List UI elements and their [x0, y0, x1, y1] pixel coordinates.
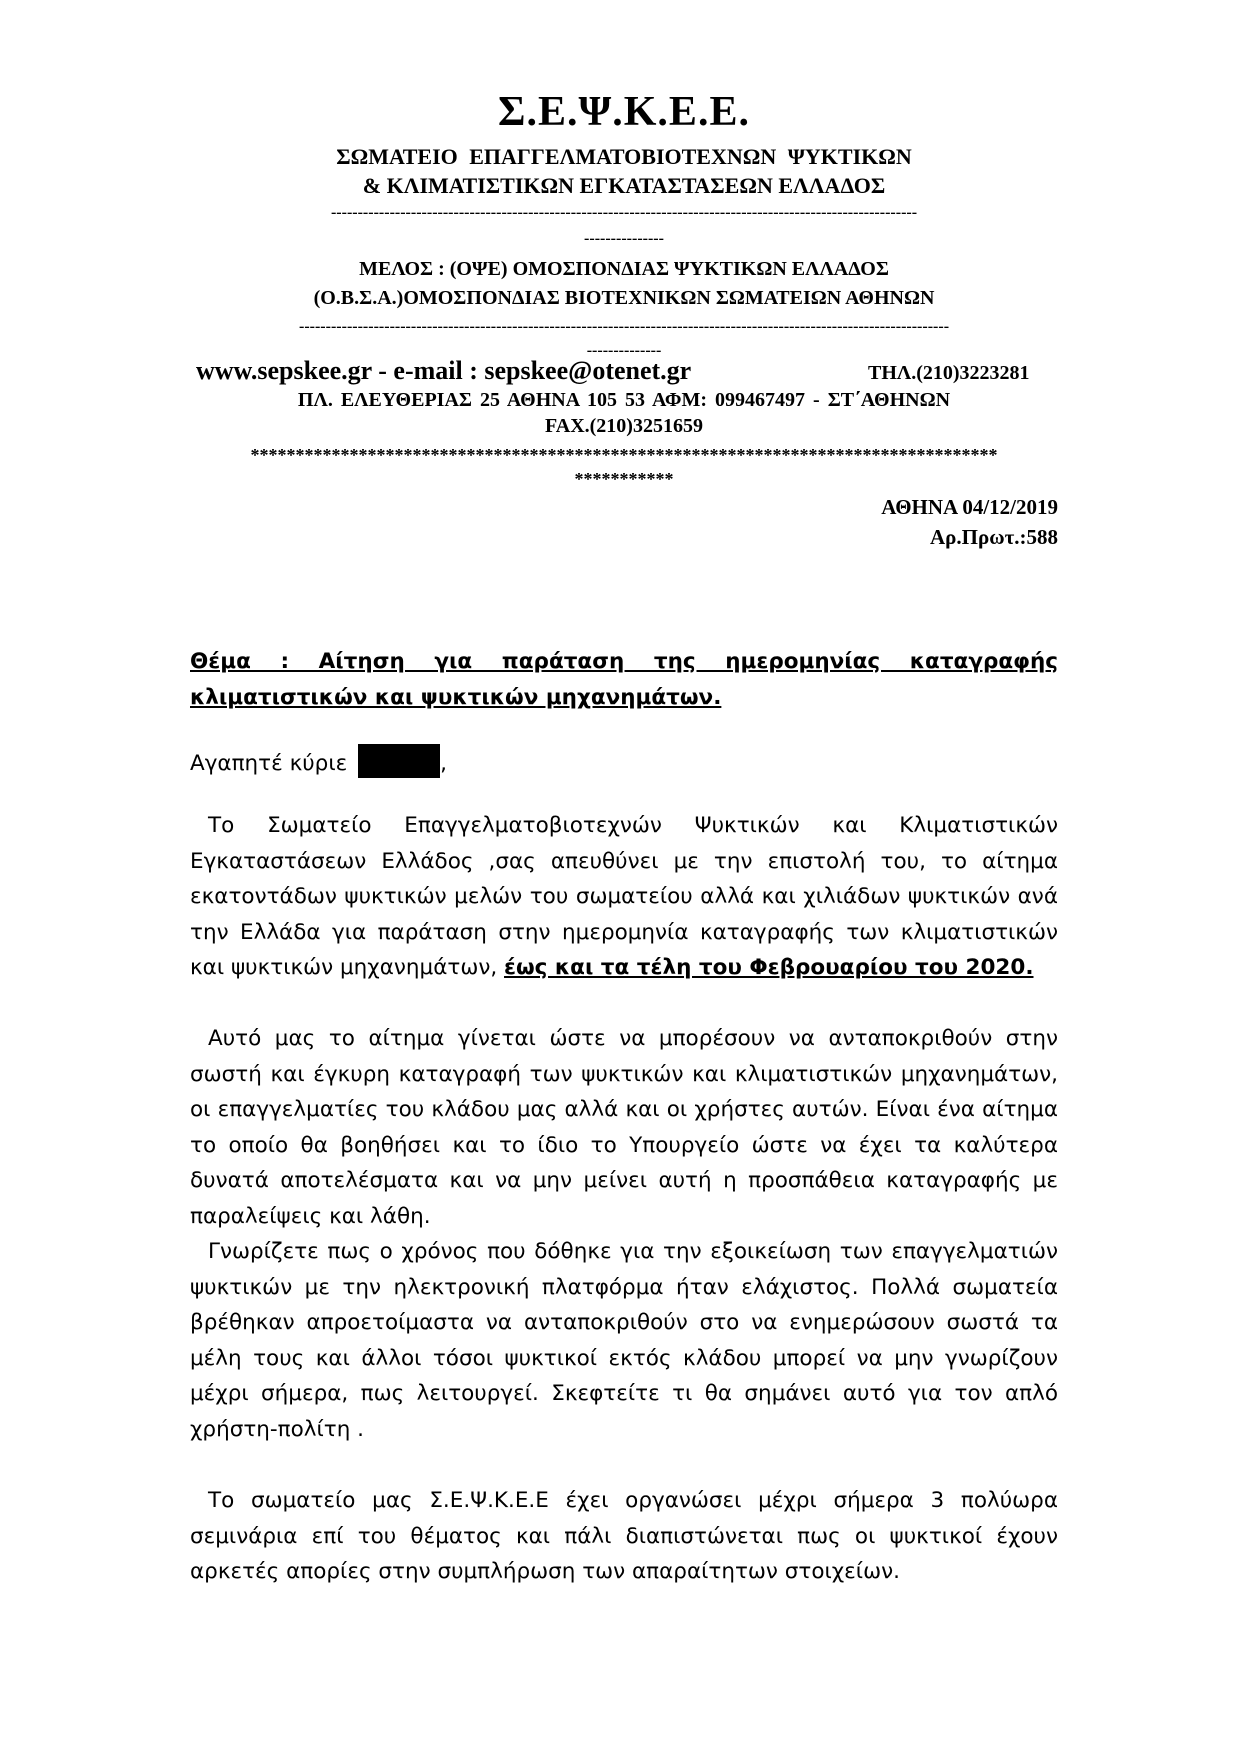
separator-line: ---------------: [584, 230, 664, 247]
greeting-comma: ,: [440, 751, 447, 776]
star-separator: ***********: [574, 470, 674, 488]
paragraph-1: [190, 808, 1058, 986]
paragraph-3-text: Γνωρίζετε πως ο χρόνος που δόθηκε για την εξοικείωση των επαγγελματιών ψυκτικών με την ηλεκτρονική πλατφόρμα ήταν ελάχιστος. Πολλά σωματεία βρέθηκαν απροετοίμαστα να ανταποκριθούν στο να ενημερώσουν σωστά τα μέλη τους και άλλοι τόσοι ψυκτικοί εκτός κλάδου μπορεί να μην γνωρίζουν μέχρι σήμερα, πως λειτουργεί. Σκεφτείτε τι θα σημάνει αυτό για τον απλό χρήστη-πολίτη .: [190, 1239, 1058, 1442]
separator-line: --------------------------------------------------------------------------------------------------------------: [330, 204, 918, 221]
letter-date: ΑΘΗΝΑ 04/12/2019: [881, 495, 1058, 519]
organization-name-line2: & ΚΛΙΜΑΤΙΣΤΙΚΩΝ ΕΓΚΑΤΑΣΤΑΣΕΩΝ ΕΛΛΑΔΟΣ: [362, 173, 886, 198]
website-email: www.sepskee.gr - e-mail : sepskee@otenet.gr: [196, 356, 692, 385]
fax-number: FAX.(210)3251659: [545, 415, 703, 437]
star-separator: ***********************************************************************************: [250, 446, 998, 464]
greeting: [190, 744, 1058, 782]
paragraph-1-text: Το Σωματείο Επαγγελματοβιοτεχνών Ψυκτικών και Κλιματιστικών Εγκαταστάσεων Ελλάδος ,σας απευθύνει με την επιστολή του, το αίτημα εκατοντάδων ψυκτικών μελών του σωματείου αλλά και χιλιάδων ψυκτικών ανά την Ελλάδα για παράταση στην ημερομηνία καταγραφής των κλιματιστικών και ψυκτικών μηχανημάτων,: [190, 813, 1058, 980]
paragraph-2-text: Αυτό μας το αίτημα γίνεται ώστε να μπορέσουν να ανταποκριθούν στην σωστή και έγκυρη καταγραφή των ψυκτικών και κλιματιστικών μηχανημάτων, οι επαγγελματίες του κλάδου μας αλλά και οι χρήστες αυτών. Είναι ένα αίτημα το οποίο θα βοηθήσει και το ίδιο το Υπουργείο ώστε να έχει τα καλύτερα δυνατά αποτελέσματα και να μην μείνει αυτή η προσπάθεια καταγραφής με παραλείψεις και λάθη.: [190, 1026, 1058, 1229]
redaction-block: [358, 744, 440, 778]
paragraph-1-emphasis: έως και τα τέλη του Φεβρουαρίου του 2020.: [504, 955, 1034, 980]
paragraph-2: [190, 1021, 1058, 1234]
address-line: ΠΛ. ΕΛΕΥΘΕΡΙΑΣ 25 ΑΘΗΝΑ 105 53 ΑΦΜ: 099467497 - ΣΤ΄ΑΘΗΝΩΝ: [297, 389, 951, 411]
phone-number: ΤΗΛ.(210)3223281: [868, 362, 1030, 384]
membership-line2: (Ο.Β.Σ.Α.)ΟΜΟΣΠΟΝΔΙΑΣ ΒΙΟΤΕΧΝΙΚΩΝ ΣΩΜΑΤΕΙΩΝ ΑΘΗΝΩΝ: [313, 287, 935, 309]
separator-line: --------------: [586, 342, 662, 359]
separator-line: --------------------------------------------------------------------------------------------------------------------------: [298, 318, 950, 335]
letter-subject: Θέμα : Αίτηση για παράταση της ημερομηνίας καταγραφής κλιματιστικών και ψυκτικών μηχανημάτων.: [190, 649, 1058, 710]
paragraph-4-text: Το σωματείο μας Σ.Ε.Ψ.Κ.Ε.Ε έχει οργανώσει μέχρι σήμερα 3 πολύωρα σεμινάρια επί του θέματος και πάλι διαπιστώνεται πως οι ψυκτικοί έχουν αρκετές απορίες στην συμπλήρωση των απαραίτητων στοιχείων.: [190, 1488, 1058, 1584]
paragraph-4: [190, 1483, 1058, 1590]
paragraph-3: [190, 1234, 1058, 1447]
organization-acronym: Σ.Ε.Ψ.Κ.Ε.Ε.: [498, 89, 750, 135]
membership-line1: ΜΕΛΟΣ : (ΟΨΕ) ΟΜΟΣΠΟΝΔΙΑΣ ΨΥΚΤΙΚΩΝ ΕΛΛΑΔΟΣ: [359, 258, 889, 280]
organization-name-line1: ΣΩΜΑΤΕΙΟ ΕΠΑΓΓΕΛΜΑΤΟΒΙΟΤΕΧΝΩΝ ΨΥΚΤΙΚΩΝ: [336, 144, 912, 169]
greeting-text: Αγαπητέ κύριε: [190, 751, 348, 776]
protocol-number: Αρ.Πρωτ.:588: [930, 525, 1058, 549]
